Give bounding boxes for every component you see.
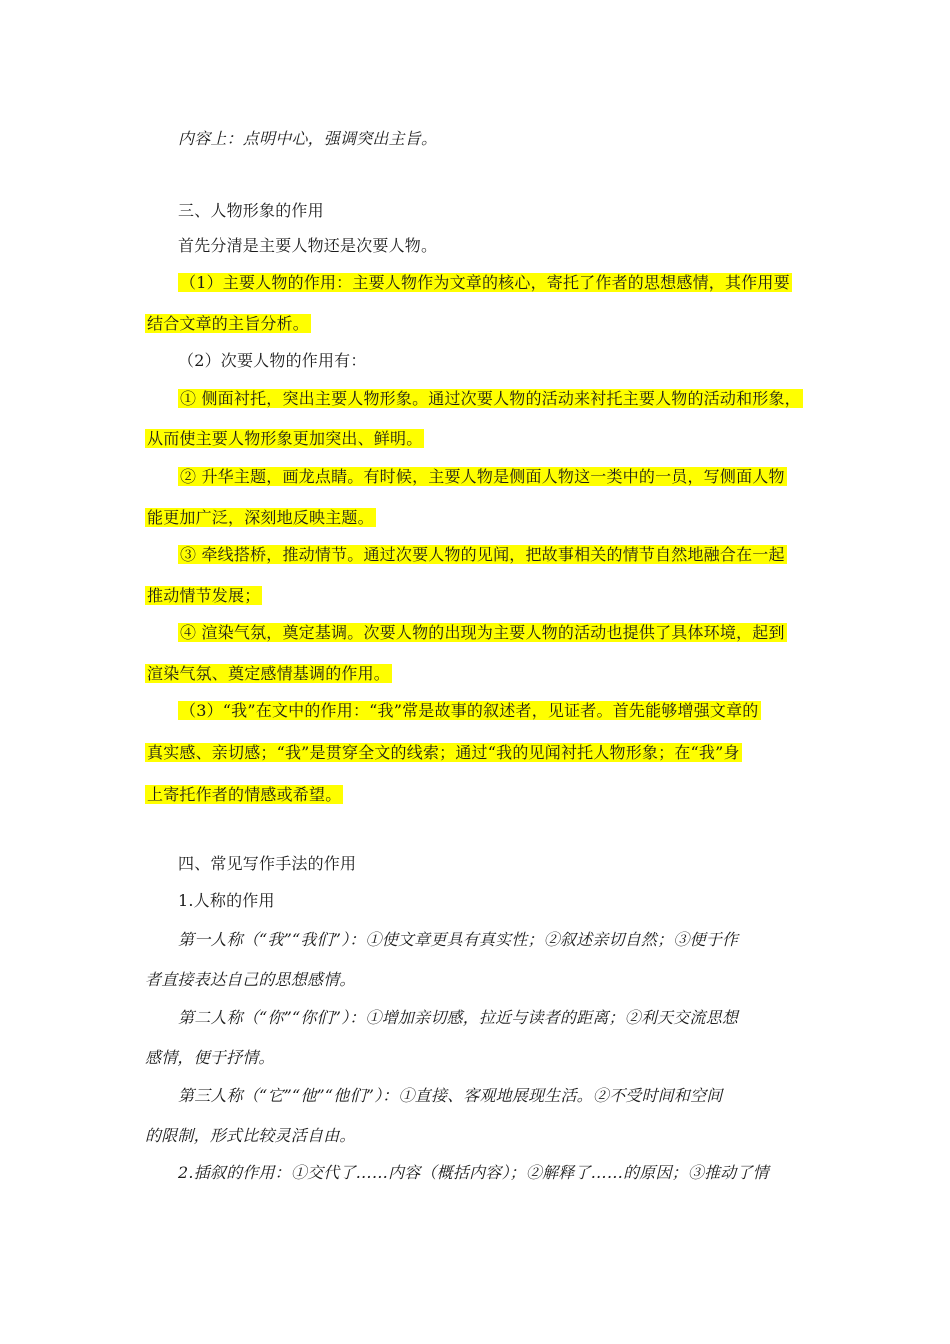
highlighted-text: ② 升华主题，画龙点睛。有时候，主要人物是侧面人物这一类中的一员，写侧面人物 [180,467,785,486]
highlighted-text: 从而使主要人物形象更加突出、鲜明。 [147,429,423,448]
highlighted-text: 真实感、亲切感；“我”是贯穿全文的线索；通过“我的见闻衬托人物形象；在“我”身 [147,743,740,762]
paragraph-line: 内容上：点明中心，强调突出主旨。 [178,129,438,148]
highlighted-text: 渲染气氛、奠定感情基调的作用。 [147,664,391,683]
paragraph-line: 感情，便于抒情。 [145,1048,275,1067]
paragraph-line: 2.插叙的作用：①交代了……内容（概括内容）；②解释了……的原因；③推动了情 [178,1163,769,1182]
paragraph-line: 的限制，形式比较灵活自由。 [145,1126,356,1145]
paragraph-line: 第二人称（“你”“你们”）：①增加亲切感，拉近与读者的距离；②利天交流思想 [178,1008,739,1027]
section-heading: 三、人物形象的作用 [178,201,324,220]
paragraph-line: 第一人称（“我”“我们”）：①使文章更具有真实性；②叙述亲切自然；③便于作 [178,930,739,949]
highlighted-text: ③ 牵线搭桥，推动情节。通过次要人物的见闻，把故事相关的情节自然地融合在一起 [180,545,785,564]
highlighted-text: 能更加广泛，深刻地反映主题。 [147,508,374,527]
highlighted-text: 结合文章的主旨分析。 [147,314,310,333]
highlighted-text: 推动情节发展； [147,586,261,605]
paragraph-line: 首先分清是主要人物还是次要人物。 [178,236,438,255]
paragraph-line: 第三人称（“它”“他”“他们”）：①直接、客观地展现生活。②不受时间和空间 [178,1086,723,1105]
paragraph-line: 者直接表达自己的思想感情。 [145,970,356,989]
subsection-heading: 1.人称的作用 [178,891,275,910]
highlighted-text: ④ 渲染气氛，奠定基调。次要人物的出现为主要人物的活动也提供了具体环境，起到 [180,623,785,642]
highlighted-text: ① 侧面衬托，突出主要人物形象。通过次要人物的活动来衬托主要人物的活动和形象， [180,389,801,408]
highlighted-text: 上寄托作者的情感或希望。 [147,785,342,804]
paragraph-line: （2）次要人物的作用有： [178,351,367,370]
highlighted-text: （3）“我”在文中的作用：“我”常是故事的叙述者，见证者。首先能够增强文章的 [180,701,759,720]
section-heading: 四、常见写作手法的作用 [178,854,357,873]
highlighted-text: （1）主要人物的作用：主要人物作为文章的核心，寄托了作者的思想感情，其作用要 [180,273,790,292]
